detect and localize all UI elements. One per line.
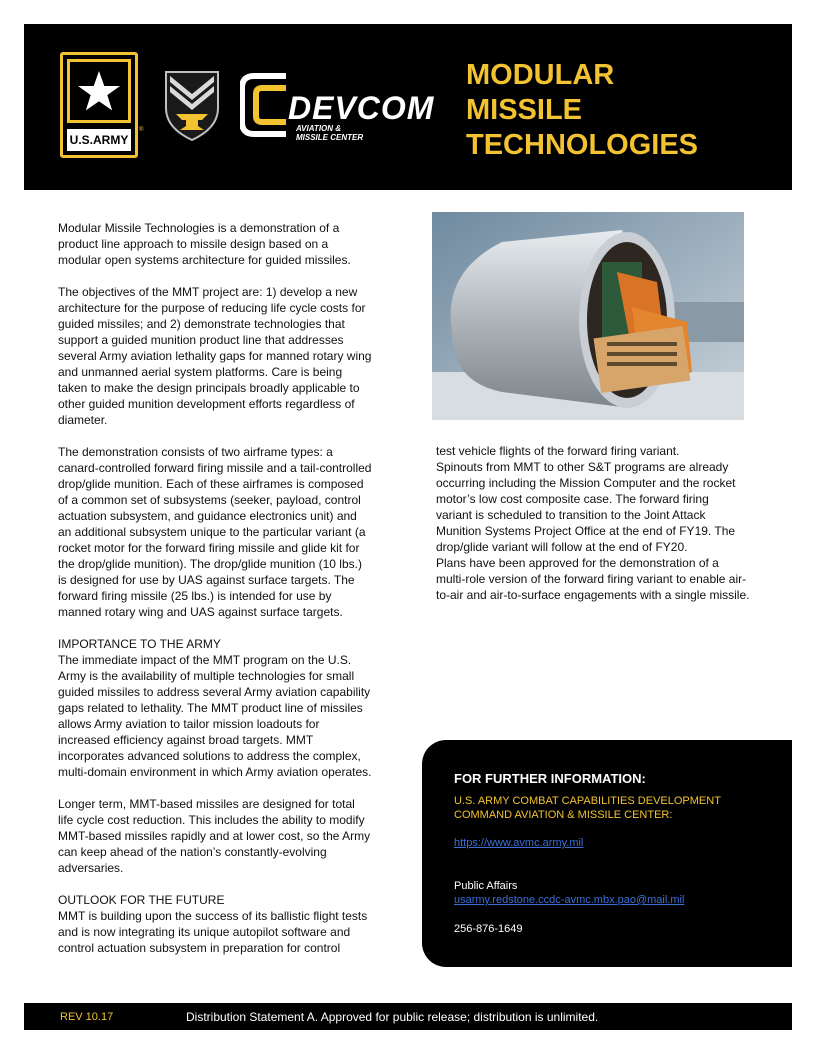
distribution-statement: Distribution Statement A. Approved for public release; distribution is unlimited. bbox=[186, 1010, 599, 1024]
demonstration-paragraph: The demonstration consists of two airframe types: a canard-controlled forward firing missile and a tail-controlled drop/glide munition. Each of these airframes is composed of a common set of subsystems (seeker, payload, control actuation subsystem, and guidance electronics unit) and an additional subsystem unique to the particular variant (a rocket motor for the forward firing missile and glide kit for the drop/glide munition). The drop/glide munition (10 lbs.) is designed for use by UAS against surface targets. The forward firing missile (25 lbs.) is intended for use by manned rotary wing and UAS against surface targets. bbox=[58, 445, 372, 619]
devcom-wordmark: DEVCOM bbox=[288, 90, 435, 126]
outlook-paragraph: MMT is building upon the success of its ballistic flight tests and is now integrating its unique autopilot software and control actuation subsystem in preparation for control bbox=[58, 909, 368, 955]
anvil-shield-icon bbox=[162, 68, 222, 142]
left-column bbox=[58, 220, 408, 972]
email-link[interactable]: usarmy.redstone.ccdc-avmc.mbx.pao@mail.mil bbox=[454, 894, 685, 906]
further-info-box bbox=[422, 740, 792, 967]
registered-mark-icon: ® bbox=[139, 127, 144, 133]
public-affairs-label: Public Affairs bbox=[454, 880, 518, 892]
title-line-1: MODULAR bbox=[466, 59, 615, 91]
army-star-icon bbox=[67, 59, 131, 123]
intro-paragraph: Modular Missile Technologies is a demonstration of a product line approach to missile design based on a modular open systems architecture for guided missiles. bbox=[58, 221, 351, 267]
header-banner bbox=[24, 24, 792, 190]
importance-paragraph: The immediate impact of the MMT program on the U.S. Army is the availability of multiple technologies for small guided missiles to address several Army aviation capability gaps related to lethality. The MMT product line of missiles allows Army aviation to tailor mission loadouts for increased efficiency against broad targets. MMT incorporates advanced solutions to address the complex, multi-domain environment in which Army aviation operates. bbox=[58, 653, 372, 779]
title-line-2: MISSILE bbox=[466, 94, 583, 126]
revision-label: REV 10.17 bbox=[60, 1011, 114, 1023]
missile-hardware-photo bbox=[432, 212, 744, 420]
army-wordmark: U.S.ARMY bbox=[67, 129, 131, 151]
further-info-heading: FOR FURTHER INFORMATION: bbox=[454, 771, 646, 786]
footer-bar bbox=[24, 1003, 792, 1030]
phone-number: 256-876-1649 bbox=[454, 923, 523, 935]
objectives-paragraph: The objectives of the MMT project are: 1) develop a new architecture for the purpose of reducing life cycle costs for guided missiles; and 2) demonstrate technologies that support a guided munition product line that addresses several Army aviation lethality gaps for manned rotary wing and unmanned aerial system platforms. Care is being taken to make the design principals broadly applicable to other guided munition development efforts regardless of diameter. bbox=[58, 285, 372, 427]
outlook-heading: OUTLOOK FOR THE FUTURE bbox=[58, 893, 225, 907]
page-title bbox=[466, 58, 698, 163]
title-line-3: TECHNOLOGIES bbox=[466, 129, 699, 161]
organization-name: U.S. ARMY COMBAT CAPABILITIES DEVELOPMENT COMMAND AVIATION & MISSILE CENTER: bbox=[454, 795, 721, 821]
continuation-paragraph: test vehicle flights of the forward firing variant. Spinouts from MMT to other S&T programs are already occurring including the Mission Computer and the rocket motor’s low cost composite case. The forward firing variant is scheduled to transition to the Joint Attack Munition Systems Project Office at the end of FY19. The drop/glide variant will follow at the end of FY20. Plans have been approved for the demonstration of a multi-role version of the forward firing variant to enable air- to-air and air-to-surface engagements with a single missile. bbox=[436, 444, 750, 602]
longer-term-paragraph: Longer term, MMT-based missiles are designed for total life cycle cost reduction. This includes the ability to modify MMT-based missiles rapidly and at lower cost, so the Army can keep ahead of the nation’s constantly-evolving adversaries. bbox=[58, 797, 371, 875]
importance-heading: IMPORTANCE TO THE ARMY bbox=[58, 637, 221, 651]
website-link[interactable]: https://www.avmc.army.mil bbox=[454, 837, 584, 849]
right-column bbox=[436, 443, 786, 619]
devcom-subtitle: AVIATION & MISSILE CENTER bbox=[296, 124, 364, 142]
us-army-logo bbox=[60, 52, 144, 158]
